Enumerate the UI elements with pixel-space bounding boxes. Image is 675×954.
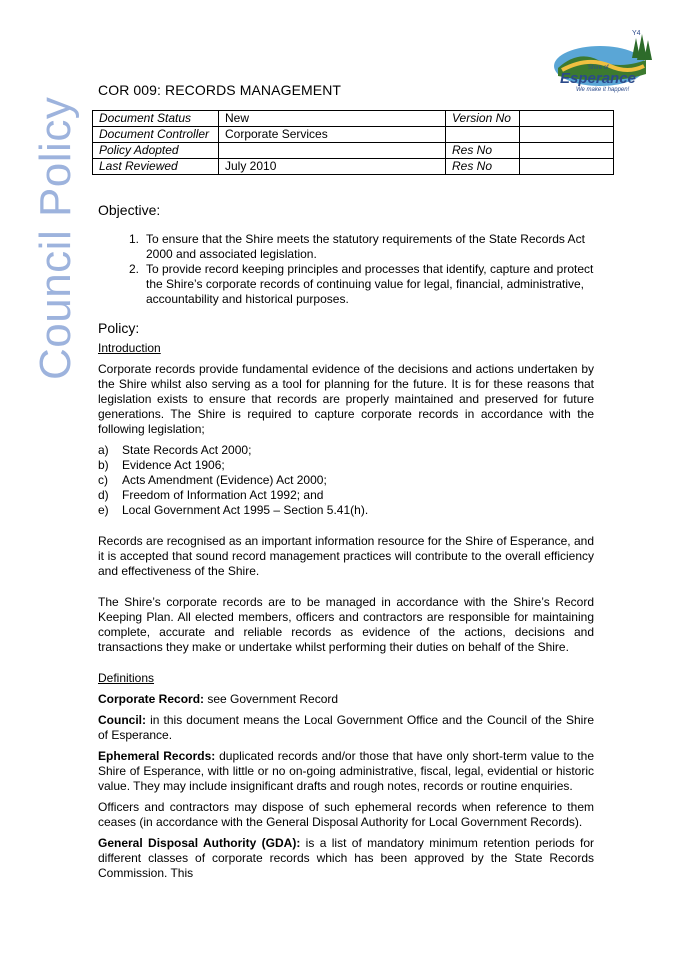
logo-mark: Y4	[632, 30, 641, 37]
legislation-item: Evidence Act 1906;	[122, 458, 225, 472]
shire-of-esperance-logo	[548, 30, 658, 98]
definition-text: is a list of mandatory minimum retention periods for different classes of corporate records which has been approved by the State Records Commission. This	[98, 836, 594, 880]
records-resource-paragraph: Records are recognised as an important information resource for the Shire of Esperance, and it is accepted that sound record management practices will contribute to the overall efficiency and effectiveness of the Shire.	[98, 534, 594, 578]
definition-corporate-record	[98, 692, 594, 707]
table-row	[93, 159, 614, 175]
list-item	[98, 232, 594, 262]
objective-item-2: To provide record keeping principles and processes that identify, capture and protect the Shire’s corporate records of continuing value for legal, financial, administrative, accountability and historical purposes.	[146, 262, 594, 306]
table-cell: New	[219, 111, 446, 127]
logo-tagline: We make it happen!	[576, 87, 630, 93]
list-letter: e)	[98, 503, 109, 517]
list-item	[98, 458, 594, 473]
definition-ephemeral-records	[98, 749, 594, 794]
definitions-heading: Definitions	[98, 671, 155, 685]
table-cell: Corporate Services	[219, 127, 446, 143]
legislation-item: Local Government Act 1995 – Section 5.41(h).	[122, 503, 369, 517]
definition-term: Corporate Record:	[98, 692, 205, 706]
table-cell: Policy Adopted	[93, 143, 219, 159]
logo-name: Esperance	[560, 70, 636, 87]
table-cell	[219, 143, 446, 159]
list-item	[98, 443, 594, 458]
table-cell	[520, 111, 614, 127]
introduction-paragraph: Corporate records provide fundamental evidence of the decisions and actions undertaken by the Shire whilst also serving as a tool for planning for the future. It is for these reasons that legislation exists to ensure that records are properly maintained and preserved for future generations. The Shire is required to capture corporate records in accordance with the following legislation;	[98, 362, 594, 436]
list-item	[98, 503, 594, 518]
introduction-heading: Introduction	[98, 341, 161, 355]
list-item	[98, 488, 594, 503]
list-number: 2.	[128, 262, 139, 276]
list-letter: b)	[98, 458, 109, 472]
legislation-item: Freedom of Information Act 1992; and	[122, 488, 324, 502]
table-cell: July 2010	[219, 159, 446, 175]
ephemeral-disposal-note	[98, 800, 594, 830]
table-cell: Document Controller	[93, 127, 219, 143]
list-letter: a)	[98, 443, 109, 457]
objective-heading: Objective:	[98, 202, 161, 218]
council-policy-side-title: Council Policy	[31, 96, 80, 380]
definition-gda	[98, 836, 594, 881]
table-cell: Res No	[446, 143, 520, 159]
table-cell: Document Status	[93, 111, 219, 127]
table-cell	[520, 127, 614, 143]
logo-top-text: Shire of	[588, 65, 609, 71]
table-cell	[520, 159, 614, 175]
table-cell: Last Reviewed	[93, 159, 219, 175]
definition-term: Council:	[98, 713, 146, 727]
list-item	[98, 473, 594, 488]
list-letter: d)	[98, 488, 109, 502]
table-row	[93, 143, 614, 159]
definition-text: in this document means the Local Government Office and the Council of the Shire of Esperance.	[98, 713, 594, 742]
legislation-item: Acts Amendment (Evidence) Act 2000;	[122, 473, 327, 487]
table-cell	[520, 143, 614, 159]
document-body	[98, 203, 594, 881]
list-number: 1.	[128, 232, 139, 246]
definition-text: Officers and contractors may dispose of such ephemeral records when reference to them ceases (in accordance with the General Disposal Authority for Local Government Records).	[98, 800, 594, 829]
list-item	[98, 262, 594, 307]
list-letter: c)	[98, 473, 108, 487]
policy-heading: Policy:	[98, 320, 140, 336]
definition-term: General Disposal Authority (GDA):	[98, 836, 301, 850]
definition-council	[98, 713, 594, 743]
table-cell: Version No	[446, 111, 520, 127]
definition-text: see Government Record	[204, 692, 339, 706]
table-cell	[446, 127, 520, 143]
page-title: COR 009: RECORDS MANAGEMENT	[98, 82, 342, 98]
table-row	[93, 111, 614, 127]
table-row	[93, 127, 614, 143]
record-keeping-plan-paragraph: The Shire’s corporate records are to be managed in accordance with the Shire’s Record Keeping Plan. All elected members, officers and contractors are responsible for maintaining complete, accurate and reliable records as evidence of the actions, decisions and transactions they make or undertake whilst performing their duties on behalf of the Shire.	[98, 595, 594, 654]
objective-item-1: To ensure that the Shire meets the statutory requirements of the State Records Act 2000 and associated legislation.	[146, 232, 585, 261]
definition-text: duplicated records and/or those that have only short-term value to the Shire of Esperance, with little or no on-going administrative, fiscal, legal, evidential or historic value. They may include insignificant drafts and rough notes, records or routine enquiries.	[98, 749, 594, 793]
table-cell: Res No	[446, 159, 520, 175]
legislation-item: State Records Act 2000;	[122, 443, 252, 457]
definition-term: Ephemeral Records:	[98, 749, 216, 763]
document-info-table	[92, 110, 614, 175]
